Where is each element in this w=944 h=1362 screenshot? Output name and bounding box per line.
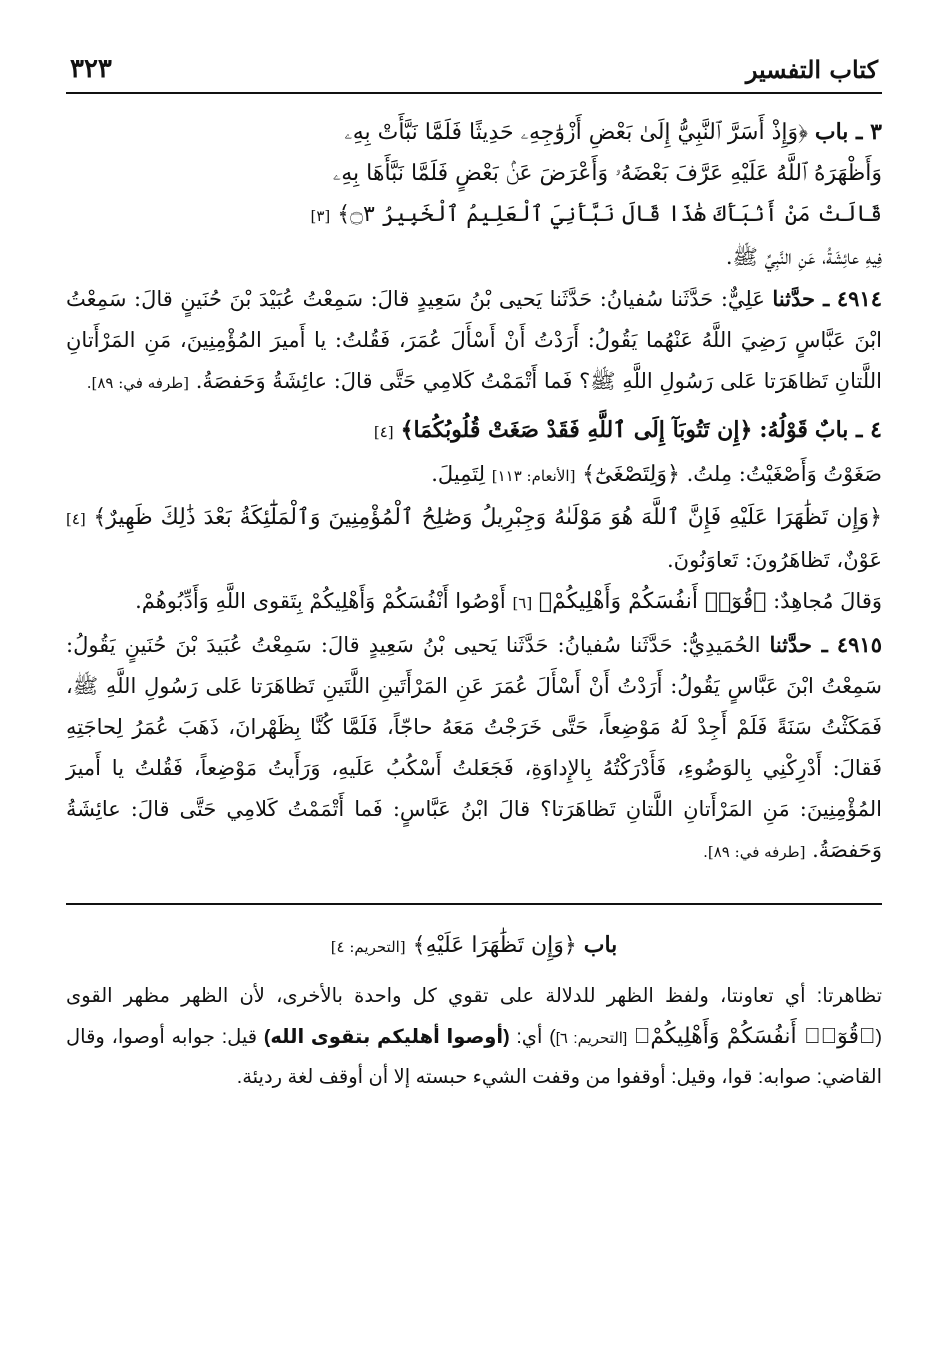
bab-4-line-1-verse: ﴿وَلِتَصْغَىٰٓ﴾ xyxy=(582,462,680,487)
hadith-4915-number: ٤٩١٥ xyxy=(836,632,882,657)
hadith-4915 xyxy=(66,624,882,873)
bab-4-line-1 xyxy=(66,454,882,497)
footnote-title xyxy=(66,923,882,969)
bab-4-line-2-verse: ﴿وَإِن تَظَٰهَرَا عَلَيْهِ فَإِنَّ ٱللَّهَ هُوَ مَوْلَىٰهُ وَجِبْرِيلُ وَصَٰلِحُ ٱلْمُؤْمِنِينَ وَٱلْمَلَٰٓئِكَةُ بَعْدَ ذَٰلِكَ ظَهِيرٌ﴾ xyxy=(93,505,882,530)
footnote-ref: [التحريم: ٦] xyxy=(555,1030,628,1047)
bab-4-line-3-ref: [٦] xyxy=(512,594,533,612)
bab-4-line-3-text: وَقالَ مُجاهِدٌ: xyxy=(773,589,882,613)
bab-4-line-2 xyxy=(66,497,882,581)
footnote-verse: ﴿قُوٓا۟ أَنفُسَكُمْ وَأَهْلِيكُمْ﴾ xyxy=(633,1023,876,1048)
bab-4-line-3-tail: أَوْصُوا أَنْفُسَكُمْ وَأَهْلِيكُمْ بِتَقوى اللَّهِ وَأَدِّبُوهُمْ. xyxy=(135,589,506,613)
bab-4-line-2-ref: [٤] xyxy=(66,510,86,528)
footnote-title-verse: ﴿وَإِن تَظَٰهَرَا عَلَيْهِ﴾ xyxy=(412,933,577,958)
bab-4-line-1-text: صَغَوْتُ وَأَصْغَيْتُ: مِلتُ. xyxy=(686,462,882,486)
hadith-4914-number: ٤٩١٤ xyxy=(836,286,882,311)
hadith-4914 xyxy=(66,278,882,404)
bab-3-verse-line-2: وَأَظْهَرَهُ ٱللَّهُ عَلَيْهِ عَرَّفَ بَعْضَهُۥ وَأَعْرَضَ عَنۢ بَعْضٍ فَلَمَّا نَبَّأَهَا بِهِۦ xyxy=(332,161,882,186)
bab-3-number: ٣ ـ باب xyxy=(814,119,882,145)
bab-3-verse-line-3: قَالَتْ مَنْ أَنۢبَأَكَ هَٰذَا قَالَ نَبَّأَنِيَ ٱلْعَلِيمُ ٱلْخَبِيرُ ۝٣﴾ xyxy=(337,202,882,227)
bab-4-number: ٤ ـ بابٌ xyxy=(814,417,882,443)
bab-3-verse-line-3-wrap xyxy=(66,194,882,237)
bab-4-line-3 xyxy=(66,581,882,624)
main-text xyxy=(66,112,882,1097)
bab-3-fihi: فِيهِ عائِشَةُ، عَنِ النَّبِيِّ ﷺ. xyxy=(725,245,882,269)
footnote-title-bab: باب xyxy=(583,932,618,958)
bab-4-line-2-tail: عَوْنٌ، تَظاهَرُونَ: تَعاوَنُونَ. xyxy=(666,548,882,572)
footnote-divider xyxy=(66,903,882,905)
page-number: ٣٢٣ xyxy=(70,54,112,84)
footnote-part-2: ) أي: xyxy=(516,1026,556,1048)
footnote-part-3: قيل: جوابه أوصوا، وقال القاضي: صوابه: قوا، وقيل: أوقفوا من وقفت الشيء حبسته إلا أن أوقف لغة رديئة. xyxy=(66,1026,882,1088)
hadith-4914-haddathana: ـ حدَّثنا xyxy=(772,286,830,311)
bab-4-line-3-verse: ﴿قُوٓا۟ أَنفُسَكُمْ وَأَهْلِيكُمْ﴾ xyxy=(538,589,767,614)
footnote-bold-phrase: (أوصوا أهليكم بتقوى الله) xyxy=(263,1026,510,1048)
footnote-part-1: تظاهرتا: أي تعاونتا، ولفظ الظهر للدلالة على تقوي كل واحدة بالأخرى، لأن الظهر مظهر القوى ( xyxy=(66,985,882,1048)
hadith-4915-haddathana: ـ حدَّثنا xyxy=(769,632,828,657)
footnote-body xyxy=(66,977,882,1097)
page-header xyxy=(66,48,882,94)
footnote-title-ref: [التحريم: ٤] xyxy=(330,938,406,956)
bab-4-qawluhu: قَوْلُهُ: xyxy=(759,417,808,443)
hadith-4915-text: الحُمَيدِيُّ: حَدَّثَنا سُفيانُ: حَدَّثَنا يَحيى بْنُ سَعِيدٍ قالَ: سَمِعْتُ عُبَيدَ بْنَ حُنَينٍ يَقُولُ: سَمِعْتُ ابْنَ عَبَّاسٍ يَقُولُ: أَرَدْتُ أَنْ أَسْأَلَ عُمَرَ عَنِ المَرْأَتَينِ اللَّتَينِ تَظاهَرَتا عَلى رَسُولِ اللَّهِ ﷺ، فَمَكَثْتُ سَنَةً فَلَمْ أَجِدْ لَهُ مَوْضِعاً، حَتَّى خَرَجْتُ مَعَهُ حاجّاً، فَلَمَّا كُنَّا بِظَهْرانَ، ذَهَبَ عُمَرُ لِحاجَتِهِ فَقالَ: أَدْرِكْنِي بِالوَضُوءِ، فَأَدْرَكْتُهُ بِالإِداوَةِ، فَجَعَلتُ أَسْكُبُ عَلَيهِ، وَرَأَيتُ مَوْضِعاً، فَقُلتُ يا أَميرَ المُؤْمِنِينَ: مَنِ المَرْأَتانِ اللَّتانِ تَظاهَرَتا؟ قالَ ابْنُ عَبَّاسٍ: فَما أَتْمَمْتُ كَلامِي حَتَّى قالَ: عائِشَةُ وَحَفصَةُ. xyxy=(66,633,882,862)
bab-4-heading xyxy=(66,408,882,454)
bab-3-verse-ref: [٣] xyxy=(310,207,331,225)
bab-4-line-1-tail: لِتَمِيلَ. xyxy=(431,462,486,486)
bab-4-verse: ﴿إِن تَتُوبَآ إِلَى ٱللَّهِ فَقَدْ صَغَتْ قُلُوبُكُمَا﴾ xyxy=(400,417,753,443)
bab-3-verse-line-1: ﴿وَإِذْ أَسَرَّ ٱلنَّبِيُّ إِلَىٰ بَعْضِ أَزْوَٰجِهِۦ حَدِيثًا فَلَمَّا نَبَّأَتْ بِهِۦ xyxy=(344,120,808,145)
hadith-4914-text: عَلِيٌّ: حَدَّثَنا سُفيانُ: حَدَّثَنا يَحيى بْنُ سَعِيدٍ قالَ: سَمِعْتُ عُبَيْدَ بْنَ حُنَينٍ قالَ: سَمِعْتُ ابْنَ عَبَّاسٍ رَضِيَ اللَّهُ عَنْهُما يَقُولُ: أَرَدْتُ أَنْ أَسْأَلَ عُمَرَ، فَقُلتُ: يا أَميرَ المُؤْمِنِينَ، مَنِ المَرْأَتانِ اللَّتانِ تَظاهَرَتا عَلى رَسُولِ اللَّهِ ﷺ؟ فَما أَتْمَمْتُ كَلامِي حَتَّى قالَ: عائِشَةُ وَحَفصَةُ. xyxy=(66,287,882,393)
hadith-4915-tarafuh: [طرفه في: ٨٩]. xyxy=(703,843,806,861)
bab-3-heading xyxy=(66,112,882,153)
book-title: كتاب التفسير xyxy=(745,55,878,84)
bab-4-line-1-ref: [الأنعام: ١١٣] xyxy=(491,467,576,485)
bab-4-verse-ref: [٤] xyxy=(373,423,394,441)
hadith-4914-tarafuh: [طرفه في: ٨٩]. xyxy=(86,374,190,392)
